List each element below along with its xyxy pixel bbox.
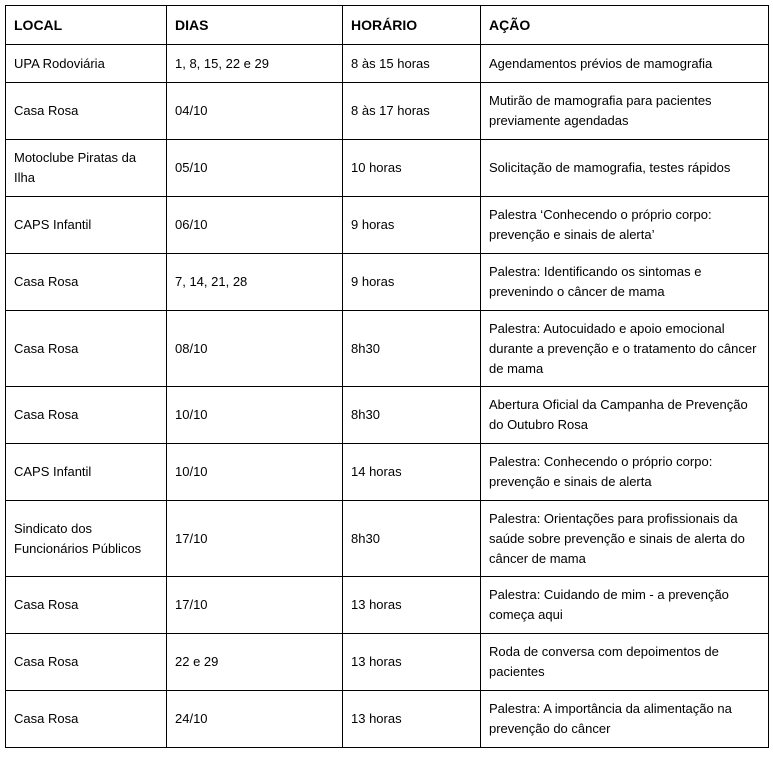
cell-acao: Palestra ‘Conhecendo o próprio corpo: prevenção e sinais de alerta’ — [481, 197, 769, 254]
cell-acao: Agendamentos prévios de mamografia — [481, 45, 769, 83]
cell-local: Casa Rosa — [6, 83, 167, 140]
header-horario: HORÁRIO — [343, 6, 481, 45]
cell-dias: 10/10 — [167, 387, 343, 444]
cell-horario: 9 horas — [343, 197, 481, 254]
table-row — [6, 634, 769, 691]
header-local: LOCAL — [6, 6, 167, 45]
schedule-table — [5, 5, 769, 748]
header-dias: DIAS — [167, 6, 343, 45]
table-row — [6, 140, 769, 197]
cell-horario: 8h30 — [343, 501, 481, 577]
cell-dias: 17/10 — [167, 577, 343, 634]
cell-dias: 17/10 — [167, 501, 343, 577]
cell-dias: 08/10 — [167, 311, 343, 387]
cell-dias: 22 e 29 — [167, 634, 343, 691]
cell-acao: Solicitação de mamografia, testes rápidos — [481, 140, 769, 197]
cell-horario: 8 às 15 horas — [343, 45, 481, 83]
cell-acao: Palestra: Autocuidado e apoio emocional durante a prevenção e o tratamento do câncer de mama — [481, 311, 769, 387]
cell-acao: Palestra: Cuidando de mim - a prevenção começa aqui — [481, 577, 769, 634]
cell-acao: Palestra: A importância da alimentação na prevenção do câncer — [481, 691, 769, 748]
cell-local: UPA Rodoviária — [6, 45, 167, 83]
cell-acao: Abertura Oficial da Campanha de Prevenção do Outubro Rosa — [481, 387, 769, 444]
cell-local: CAPS Infantil — [6, 197, 167, 254]
table-row — [6, 197, 769, 254]
cell-horario: 8h30 — [343, 387, 481, 444]
cell-dias: 24/10 — [167, 691, 343, 748]
cell-horario: 13 horas — [343, 691, 481, 748]
cell-horario: 10 horas — [343, 140, 481, 197]
cell-acao: Palestra: Conhecendo o próprio corpo: prevenção e sinais de alerta — [481, 444, 769, 501]
cell-horario: 13 horas — [343, 634, 481, 691]
cell-dias: 10/10 — [167, 444, 343, 501]
cell-horario: 14 horas — [343, 444, 481, 501]
header-acao: AÇÃO — [481, 6, 769, 45]
table-row — [6, 45, 769, 83]
table-row — [6, 254, 769, 311]
cell-acao: Mutirão de mamografia para pacientes previamente agendadas — [481, 83, 769, 140]
cell-local: Casa Rosa — [6, 387, 167, 444]
cell-dias: 7, 14, 21, 28 — [167, 254, 343, 311]
cell-local: Casa Rosa — [6, 577, 167, 634]
table-row — [6, 311, 769, 387]
cell-local: Motoclube Piratas da Ilha — [6, 140, 167, 197]
cell-local: Casa Rosa — [6, 311, 167, 387]
table-header-row — [6, 6, 769, 45]
table-row — [6, 387, 769, 444]
cell-local: CAPS Infantil — [6, 444, 167, 501]
table-row — [6, 691, 769, 748]
cell-local: Casa Rosa — [6, 254, 167, 311]
cell-dias: 05/10 — [167, 140, 343, 197]
cell-dias: 06/10 — [167, 197, 343, 254]
table-row — [6, 83, 769, 140]
cell-dias: 1, 8, 15, 22 e 29 — [167, 45, 343, 83]
cell-horario: 8 às 17 horas — [343, 83, 481, 140]
cell-horario: 8h30 — [343, 311, 481, 387]
table-row — [6, 501, 769, 577]
cell-acao: Roda de conversa com depoimentos de pacientes — [481, 634, 769, 691]
table-row — [6, 444, 769, 501]
cell-dias: 04/10 — [167, 83, 343, 140]
cell-local: Sindicato dos Funcionários Públicos — [6, 501, 167, 577]
table-row — [6, 577, 769, 634]
cell-local: Casa Rosa — [6, 691, 167, 748]
cell-local: Casa Rosa — [6, 634, 167, 691]
cell-horario: 9 horas — [343, 254, 481, 311]
cell-acao: Palestra: Orientações para profissionais da saúde sobre prevenção e sinais de alerta do câncer de mama — [481, 501, 769, 577]
cell-horario: 13 horas — [343, 577, 481, 634]
cell-acao: Palestra: Identificando os sintomas e prevenindo o câncer de mama — [481, 254, 769, 311]
